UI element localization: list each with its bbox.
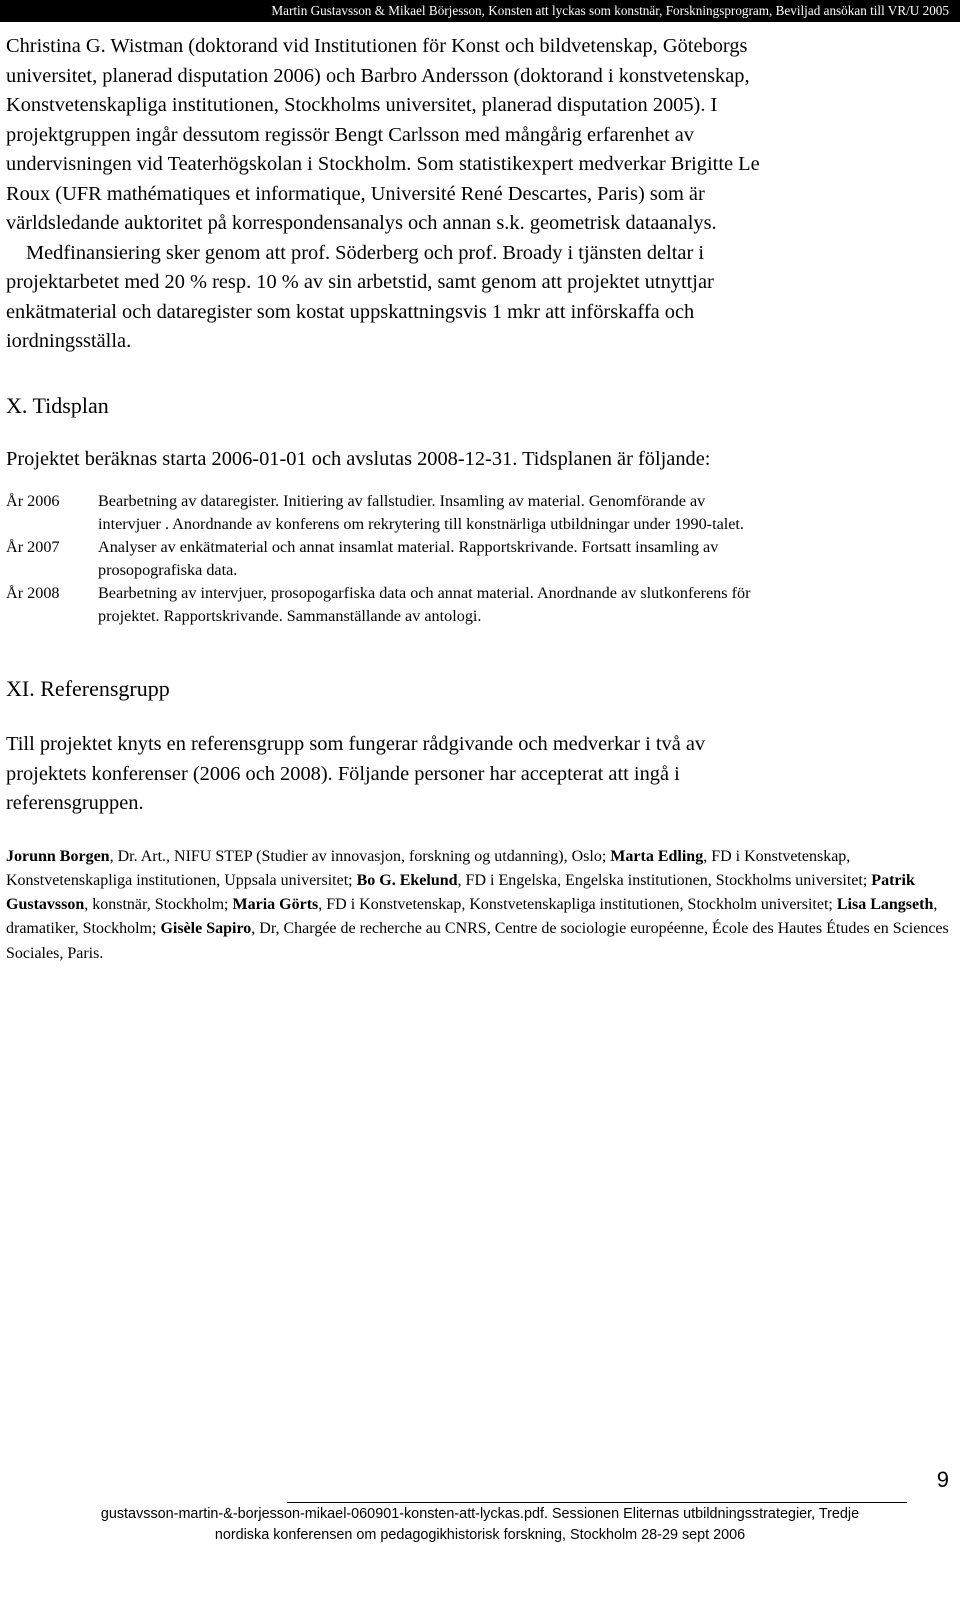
intro-line: Medfinansiering sker genom att prof. Söderberg och prof. Broady i tjänsten deltar i (26, 241, 704, 264)
intro-line: projektgruppen ingår dessutom regissör Bengt Carlsson med mångårig erfarenhet av (6, 123, 694, 146)
member-affiliation: , dramatiker, Stockholm; (6, 896, 938, 938)
intro-line: projektarbetet med 20 % resp. 10 % av sin arbetstid, samt genom att projektet utnyttjar (6, 271, 714, 293)
schedule-line: Analyser av enkätmaterial och annat insamlat material. Rapportskrivande. Fortsatt insamling av (98, 538, 719, 556)
intro-line: Christina G. Wistman (doktorand vid Institutionen för Konst och bildvetenskap, Göteborgs (6, 35, 748, 57)
schedule-table (6, 490, 952, 628)
page-footer (0, 1504, 960, 1546)
member-name: Jorunn Borgen (6, 847, 110, 865)
member-name: Bo G. Ekelund (356, 871, 458, 889)
schedule-line: prosopografiska data. (98, 561, 238, 579)
member-affiliation: , Dr. Art., NIFU STEP (Studier av innovasjon, forskning og utdanning), Oslo; (109, 847, 611, 865)
tidsplan-lede: Projektet beräknas starta 2006-01-01 och avslutas 2008-12-31. Tidsplanen är följande: (6, 447, 711, 470)
intro-line: universitet, planerad disputation 2006) och Barbro Andersson (doktorand i konstvetenskap, (6, 64, 750, 87)
section-heading-referensgrupp: XI. Referensgrupp (6, 676, 170, 701)
referensgrupp-line: projektets konferenser (2006 och 2008). Följande personer har accepterat att ingå i (6, 762, 680, 785)
referensgrupp-line: Till projektet knyts en referensgrupp som fungerar rådgivande och medverkar i två av (6, 733, 706, 755)
referensgrupp-line: referensgruppen. (6, 792, 144, 814)
running-header: Martin Gustavsson & Mikael Börjesson, Konsten att lyckas som konstnär, Forskningsprogram, Beviljad ansökan till VR/U 2005 (0, 0, 960, 22)
schedule-year: År 2008 (6, 584, 60, 602)
intro-line: Roux (UFR mathématiques et informatique, Université René Descartes, Paris) som är (6, 182, 705, 205)
schedule-year: År 2006 (6, 492, 60, 510)
intro-line: undervisningen vid Teaterhögskolan i Stockholm. Som statistikexpert medverkar Brigitte Le (6, 153, 760, 175)
member-affiliation: , FD i Engelska, Engelska institutionen, Stockholms universitet; (457, 871, 872, 889)
referensgrupp-intro (6, 730, 952, 819)
member-affiliation: , FD i Konstvetenskap, Konstvetenskapliga institutionen, Uppsala universitet; (6, 847, 851, 889)
member-name: Gisèle Sapiro (160, 920, 252, 938)
intro-line: världsledande auktoritet på korrespondensanalys och annan s.k. geometrisk dataanalys. (6, 212, 717, 234)
schedule-years (6, 490, 86, 605)
intro-line: Konstvetenskapliga institutionen, Stockholms universitet, planerad disputation 2005). I (6, 94, 718, 116)
intro-line: iordningsställa. (6, 330, 132, 352)
member-affiliation: , Dr, Chargée de recherche au CNRS, Centre de sociologie européenne, École des Hautes Études en Sciences Sociales, Paris. (6, 920, 949, 962)
member-name: Patrik Gustavsson (6, 871, 915, 914)
member-name: Maria Görts (232, 896, 319, 914)
page-number: 9 (936, 1467, 949, 1492)
footer-rule (287, 1502, 907, 1503)
footer-line: nordiska konferensen om pedagogikhistorisk forskning, Stockholm 28-29 sept 2006 (214, 1527, 746, 1543)
member-affiliation: , konstnär, Stockholm; (84, 896, 233, 914)
footer-line: gustavsson-martin-&-borjesson-mikael-060901-konsten-att-lyckas.pdf. Sessionen Eliternas utbildningsstrategier, Tredje (100, 1506, 860, 1522)
schedule-descriptions (98, 490, 952, 628)
schedule-line: Bearbetning av dataregister. Initiering av fallstudier. Insamling av material. Genomförande av (98, 492, 706, 510)
member-name: Marta Edling (610, 847, 704, 865)
intro-paragraph (6, 32, 952, 357)
schedule-year: År 2007 (6, 538, 60, 556)
schedule-line: Bearbetning av intervjuer, prosopogarfiska data och annat material. Anordnande av slutkonferens för (98, 584, 751, 602)
page-content (6, 32, 952, 966)
intro-line: enkätmaterial och dataregister som kostat uppskattningsvis 1 mkr att införskaffa och (6, 300, 695, 323)
schedule-line: intervjuer . Anordnande av konferens om rekrytering till konstnärliga utbildningar under 1990-talet. (98, 515, 744, 533)
reference-members (6, 845, 952, 966)
member-name: Lisa Langseth (836, 896, 934, 914)
schedule-line: projektet. Rapportskrivande. Sammanställande av antologi. (98, 607, 482, 625)
section-heading-tidsplan: X. Tidsplan (6, 392, 109, 418)
member-affiliation: , FD i Konstvetenskap, Konstvetenskapliga institutionen, Stockholm universitet; (318, 896, 837, 914)
